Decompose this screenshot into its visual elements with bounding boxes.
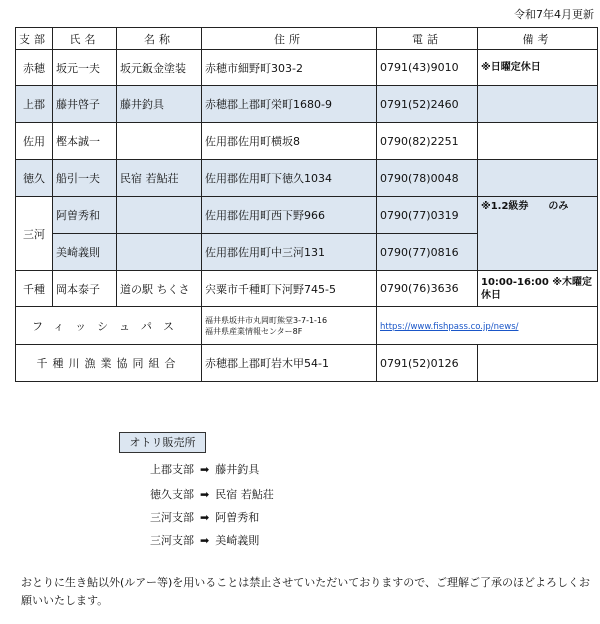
- fishpass-link[interactable]: https://www.fishpass.co.jp/news/: [380, 322, 519, 332]
- table-header-row: [16, 28, 598, 50]
- name-cell: 樫本誠一: [53, 123, 117, 160]
- phone-cell: 0790(78)0048: [377, 160, 478, 197]
- branch-directory-table: [15, 27, 598, 382]
- shop-cell: 民宿 若鮎荘: [117, 160, 202, 197]
- address-cell: 宍粟市千種町下河野745-5: [202, 271, 377, 307]
- fishpass-address-line1: 福井県坂井市丸岡町熊堂3-7-1-16: [205, 315, 328, 325]
- branch-cell: 佐用: [16, 123, 53, 160]
- arrow-right-icon: ➡: [200, 488, 210, 501]
- outlet-item: [150, 532, 259, 548]
- shop-cell: [117, 234, 202, 271]
- table-row: [16, 160, 598, 197]
- header-name: 氏名: [53, 28, 117, 50]
- branch-cell: 三河: [16, 197, 53, 271]
- phone-cell: 0790(77)0816: [377, 234, 478, 271]
- note-cell: [478, 86, 598, 123]
- header-phone: 電話: [377, 28, 478, 50]
- outlet-shop: 藤井釣具: [215, 463, 260, 476]
- phone-cell: 0791(52)2460: [377, 86, 478, 123]
- phone-cell: 0790(82)2251: [377, 123, 478, 160]
- shop-cell: 道の駅 ちくさ: [117, 271, 202, 307]
- name-cell: 岡本泰子: [53, 271, 117, 307]
- fishpass-label: フィッシュパス: [16, 307, 202, 345]
- name-cell: 船引一夫: [53, 160, 117, 197]
- note-cell: [478, 123, 598, 160]
- fishpass-address-line2: 福井県産業情報センター8F: [205, 326, 303, 336]
- phone-cell: 0790(76)3636: [377, 271, 478, 307]
- address-cell: 佐用郡佐用町中三河131: [202, 234, 377, 271]
- name-cell: 坂元一夫: [53, 50, 117, 86]
- address-cell: 赤穂郡上郡町栄町1680-9: [202, 86, 377, 123]
- address-cell: 佐用郡佐用町下徳久1034: [202, 160, 377, 197]
- address-cell: 佐用郡佐用町西下野966: [202, 197, 377, 234]
- outlet-branch: 三河支部: [150, 534, 194, 547]
- table-row: [16, 197, 598, 234]
- branch-cell: 赤穂: [16, 50, 53, 86]
- outlet-shop: 美崎義則: [215, 534, 260, 547]
- note-cell: 10:00-16:00 ※木曜定休日: [478, 271, 598, 307]
- shop-cell: [117, 197, 202, 234]
- outlet-branch: 上郡支部: [150, 463, 194, 476]
- name-cell: 美崎義則: [53, 234, 117, 271]
- coop-note: [478, 345, 598, 382]
- outlet-item: [150, 509, 259, 525]
- coop-phone: 0791(52)0126: [377, 345, 478, 382]
- outlet-item: [150, 461, 259, 477]
- name-cell: 阿曽秀和: [53, 197, 117, 234]
- note-cell: [478, 160, 598, 197]
- outlet-item: [150, 486, 274, 502]
- fishpass-row: [16, 307, 598, 345]
- table-row: [16, 123, 598, 160]
- shop-cell: [117, 123, 202, 160]
- branch-cell: 千種: [16, 271, 53, 307]
- arrow-right-icon: ➡: [200, 511, 210, 524]
- fishpass-url-cell: [377, 307, 598, 345]
- outlet-shop: 阿曽秀和: [215, 511, 260, 524]
- table-row: [16, 86, 598, 123]
- shop-cell: 坂元鈑金塗装: [117, 50, 202, 86]
- address-cell: 佐用郡佐用町横坂8: [202, 123, 377, 160]
- table-row: [16, 50, 598, 86]
- coop-label: 千種川漁業協同組合: [16, 345, 202, 382]
- arrow-right-icon: ➡: [200, 463, 210, 476]
- header-address: 住所: [202, 28, 377, 50]
- phone-cell: 0791(43)9010: [377, 50, 478, 86]
- fishpass-address: [202, 307, 377, 345]
- coop-address: 赤穂郡上郡町岩木甲54-1: [202, 345, 377, 382]
- table-row: [16, 271, 598, 307]
- address-cell: 赤穂市細野町303-2: [202, 50, 377, 86]
- update-date: 令和7年4月更新: [514, 8, 594, 21]
- header-note: 備考: [478, 28, 598, 50]
- name-cell: 藤井啓子: [53, 86, 117, 123]
- branch-cell: 徳久: [16, 160, 53, 197]
- outlet-shop: 民宿 若鮎荘: [215, 488, 274, 501]
- branch-cell: 上郡: [16, 86, 53, 123]
- header-branch: 支部: [16, 28, 53, 50]
- footer-notice: おとりに生き鮎以外(ルアー等)を用いることは禁止させていただいておりますので、ご理解ご了承のほどよろしくお願いいたします。: [21, 576, 591, 607]
- note-cell: ※日曜定休日: [478, 50, 598, 86]
- arrow-right-icon: ➡: [200, 534, 210, 547]
- coop-row: [16, 345, 598, 382]
- outlet-branch: 三河支部: [150, 511, 194, 524]
- header-shop: 名称: [117, 28, 202, 50]
- phone-cell: 0790(77)0319: [377, 197, 478, 234]
- outlet-title: オトリ販売所: [119, 432, 206, 453]
- note-cell: ※1.2級券 のみ: [478, 197, 598, 271]
- shop-cell: 藤井釣具: [117, 86, 202, 123]
- outlet-branch: 徳久支部: [150, 488, 194, 501]
